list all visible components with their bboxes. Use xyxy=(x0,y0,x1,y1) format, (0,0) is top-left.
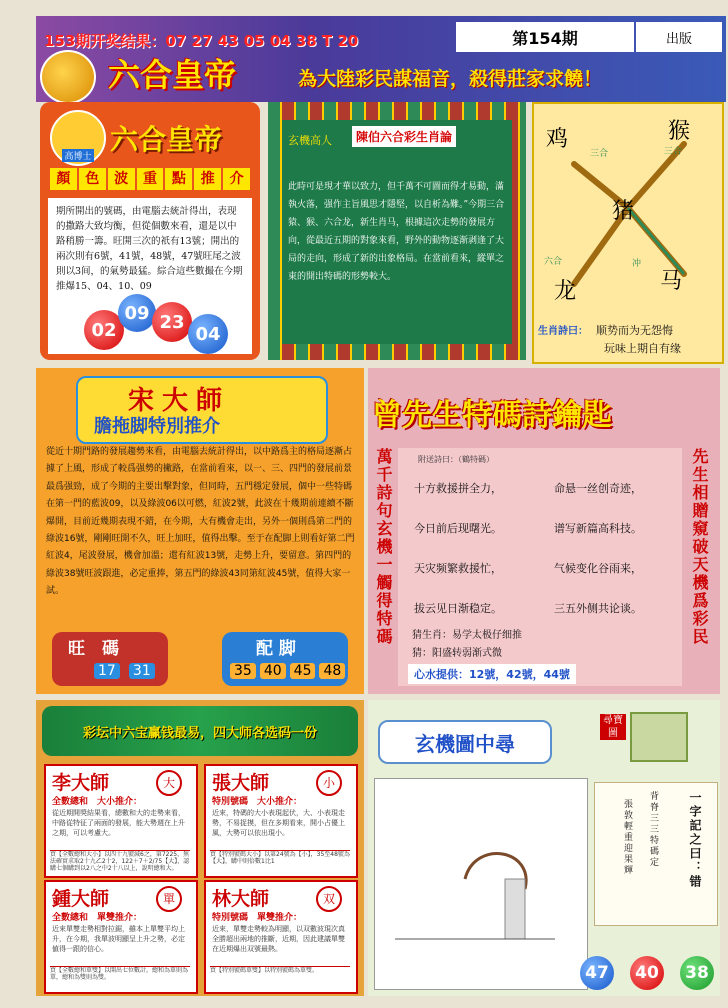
zodiac-dragon: 龙 xyxy=(554,279,577,304)
zeng-left-vertical: 萬千詩句玄機一觸得特碼 xyxy=(374,448,393,646)
zeng-line3b: 气候变化谷雨来， xyxy=(554,562,642,575)
zodiac-monkey: 猴 xyxy=(668,119,691,144)
emperor-title: 六合皇帝 xyxy=(110,123,223,156)
draw-result: 153期开奖结果：07 27 43 05 04 38 T 20 xyxy=(44,32,359,50)
zeng-line4b: 三五外侧共论谈。 xyxy=(554,602,642,615)
zodiac-poem-line2: 玩味上期自有缘 xyxy=(604,342,681,355)
song-header xyxy=(76,376,328,444)
ox-logo-icon xyxy=(40,50,96,104)
treasure-map-icon xyxy=(630,712,688,762)
zeng-title: 曾先生特碼詩鑰匙 xyxy=(372,398,612,433)
master-badge: 大 xyxy=(156,770,182,796)
subtitle-char: 重 xyxy=(137,168,164,190)
masters-panel xyxy=(36,700,364,996)
pei-label: 配 脚 xyxy=(256,639,296,659)
wang-num: 17 xyxy=(94,663,120,679)
issue-number: 第154期 xyxy=(512,28,578,48)
pei-num: 48 xyxy=(319,663,345,679)
zeng-line1a: 十方救援拼全力， xyxy=(414,482,502,495)
zeng-hint1: 猜生肖：易学太极仔细推 xyxy=(412,630,522,641)
chenbo-prefix: 玄機高人 xyxy=(288,134,332,147)
master-name: 張大師 xyxy=(212,772,270,794)
master-name: 李大師 xyxy=(52,772,110,794)
song-subtitle: 膽拖脚特別推介 xyxy=(94,416,220,437)
number-ball: 47 xyxy=(580,956,614,990)
master-subtitle: 特別號碼 大小推介： xyxy=(212,797,303,807)
doctor-badge: 高博士 xyxy=(62,149,93,162)
masters-banner xyxy=(42,706,358,756)
master-card xyxy=(204,880,358,994)
zeng-right-vertical: 先生相贈窺破天機爲彩民 xyxy=(690,448,709,646)
publish-label: 出版 xyxy=(665,31,692,47)
number-ball: 38 xyxy=(680,956,714,990)
master-card xyxy=(204,764,358,878)
master-footer: 買【特別號碼單雙】以特別號碼為單雙。 xyxy=(210,966,350,989)
chenbo-title: 陳伯六合彩生肖論 xyxy=(352,126,456,147)
subtitle-char: 介 xyxy=(223,168,250,190)
master-badge: 小 xyxy=(316,770,342,796)
song-panel xyxy=(36,368,364,694)
riddle-picture xyxy=(374,778,588,990)
chenbo-text: 此時可是現才華以致力，但千萬不可圖而得才易動，滿執火落，强作主旨風思才隱堅，以自析為難。”今期三合猿、猴、六合龙，新生肖马，根據這次走勢的發展方向，從最近五期的對象來看，野外的動物逐渐剥逢了大局的走向，形成了新的出象格局。在當前看來，縱單之東的開出特碼的形勢較大。 xyxy=(288,182,505,282)
zodiac-horse: 马 xyxy=(660,269,683,294)
riddle-drawing xyxy=(375,779,587,989)
doctor-badge-icon xyxy=(50,110,106,166)
picture-title: 玄機圖中尋 xyxy=(415,731,515,756)
master-card xyxy=(44,880,198,994)
zeng-line1b: 命悬一丝创奇迹， xyxy=(554,482,642,495)
tag-sanhe: 三合 xyxy=(590,149,609,159)
zeng-poem-label: 附送詩曰：（鶴特碼） xyxy=(418,455,494,464)
zeng-panel xyxy=(368,368,720,694)
zeng-line4a: 拔云见日渐稳定。 xyxy=(414,602,502,615)
master-name: 林大師 xyxy=(212,888,270,910)
scroll xyxy=(594,782,718,926)
zeng-provide: 心水提供：12號，42號，44號 xyxy=(408,664,576,684)
zodiac-poem-line1: 顺势而为无怨悔 xyxy=(596,324,673,337)
tag-chong: 冲 xyxy=(632,259,642,269)
zodiac-panel xyxy=(532,102,724,364)
master-card xyxy=(44,764,198,878)
zodiac-poem-label: 生肖詩曰： xyxy=(538,326,588,337)
song-text: 從近十期門路的發展趨勢來看，由電腦去統計得出，以中路爲主的格局逐漸占據了上風，形成了較爲强勢的撇路，在當前看來，以一、三、四門的發展前景最爲强勁，成了今期的主要出擊對象，但同時，五門穩定發展，個中一些特碼在第一門的藍波09，以及綠波06以可燃，紅波2號，此波在十幾期前連續不斷爆開，目前近幾期表現不錯，在今期，大有機會走出，另外一個則爲第二門的綠波16號，剛剛旺開不久，旺上加旺，值得出擊。至于在配脚上則看好第二門紅波4，尾波發展，機會加溫；還有紅波13號，走勢上升，要留意。第四門的綠波38號旺波跟進，必定重捧，第五門的綠波43同第紅波45號，值得大家一試。 xyxy=(46,447,355,597)
scroll-line: 背脊三三特碼定 xyxy=(648,791,658,868)
tag-liuhe: 六合 xyxy=(544,257,563,267)
scroll-title: 一字記之曰：错 xyxy=(688,791,702,889)
master-text: 近來，單雙走勢較為明顯，以双數波現次真全勝超出兩地的推斷，近期，因此建議單雙在近期爆出双號最熱。 xyxy=(212,925,345,953)
picture-panel xyxy=(368,700,720,996)
zeng-content xyxy=(398,448,682,686)
emperor-content xyxy=(48,198,252,354)
publish-box xyxy=(636,22,722,52)
song-title: 宋大師 xyxy=(128,386,231,416)
master-badge: 双 xyxy=(316,886,342,912)
pei-num: 40 xyxy=(260,663,286,679)
subtitle-char: 顏 xyxy=(50,168,77,190)
tag-sanhe: 三合 xyxy=(664,147,683,157)
zeng-line2b: 谱写新篇高科技。 xyxy=(554,522,642,535)
master-footer: 買【全數總和單雙】以開出七位數計，總和為單則為單，總和為雙則為雙。 xyxy=(50,966,190,989)
brand-title: 六合皇帝 xyxy=(108,56,237,94)
zeng-hint2: 猜：阳盛转弱渐式微 xyxy=(412,648,502,659)
master-name: 鍾大師 xyxy=(52,888,110,910)
master-subtitle: 全數總和 單雙推介： xyxy=(52,913,143,923)
number-ball: 02 xyxy=(84,310,124,350)
zeng-line2a: 今日前后现曙光。 xyxy=(414,522,502,535)
zeng-line3a: 天灾频繁救援忙， xyxy=(414,562,502,575)
pei-box xyxy=(222,632,348,686)
master-text: 從近期開獎結果看，總數和大的走勢來看，中路從特征了兩面的發展，能大勢週在上升之期，可以考慮大。 xyxy=(52,809,185,837)
chenbo-inner xyxy=(282,120,512,344)
emperor-text: 期所開出的號碼，由電腦去統計得出，表现的撒路大致均衡，但從個數來看，還是以中路稍勝一籌。旺開三次的祇有13號；開出的兩次則有6號，41號，48號，47號旺尾之波則以3间，的氣勢最猛。綜合這些數撮在今期推爆15、04、10、09 xyxy=(56,206,243,292)
master-text: 近來單雙走勢相對拉鋸，雖本上單雙平均上升，在今期，我單波明顯呈上升之勢，必定値得一跟的信心。 xyxy=(52,925,185,953)
pei-nums xyxy=(228,660,347,679)
master-subtitle: 全數總和 大小推介： xyxy=(52,797,143,807)
masters-banner-text: 彩坛中六宝赢钱最易，四大师各选码一份 xyxy=(82,725,317,741)
master-footer: 買【全數總和大小】以四十九號減6之，第7225，無法確實求取2十九乙2十2，122＋7＋2/75【大】，認購七個購到以2八之中2十八以上，說明總和大。 xyxy=(50,851,190,872)
treasure-label: 尋寶圖 xyxy=(600,714,626,740)
subtitle-char: 推 xyxy=(194,168,221,190)
number-ball: 23 xyxy=(152,302,192,342)
wang-nums xyxy=(92,660,157,679)
emperor-panel xyxy=(40,102,260,360)
wang-num: 31 xyxy=(129,663,155,679)
number-ball: 40 xyxy=(630,956,664,990)
master-subtitle: 特別號碼 單雙推介： xyxy=(212,913,303,923)
subtitle-strip xyxy=(50,168,250,190)
header xyxy=(36,16,726,102)
subtitle-char: 色 xyxy=(79,168,106,190)
picture-title-box xyxy=(378,720,552,764)
zodiac-chicken: 鸡 xyxy=(546,127,569,152)
subtitle-char: 點 xyxy=(165,168,192,190)
wang-label: 旺 碼 xyxy=(68,639,119,659)
slogan: 為大陸彩民謀福音，殺得莊家求饒！ xyxy=(298,68,603,90)
master-footer: 買【特別號碼大小】以第24號為【小】，35至48號為【大】，購中則倍數1比1 xyxy=(210,850,350,873)
number-ball: 09 xyxy=(118,294,156,332)
master-text: 近來，特碼的大小表現起伏，大、小表現走勢，不易捉摸，但在多期看來，開小占優上風，大勢可以依出現小。 xyxy=(212,809,345,837)
wang-box xyxy=(52,632,168,686)
number-ball: 04 xyxy=(188,314,228,354)
subtitle-char: 波 xyxy=(108,168,135,190)
master-badge: 單 xyxy=(156,886,182,912)
scroll-line: 張敦輕重迎果輝 xyxy=(622,799,632,876)
chenbo-panel xyxy=(268,102,526,360)
zodiac-pig: 猪 xyxy=(612,199,635,224)
issue-box xyxy=(456,22,634,52)
pei-num: 35 xyxy=(230,663,256,679)
pei-num: 45 xyxy=(290,663,316,679)
